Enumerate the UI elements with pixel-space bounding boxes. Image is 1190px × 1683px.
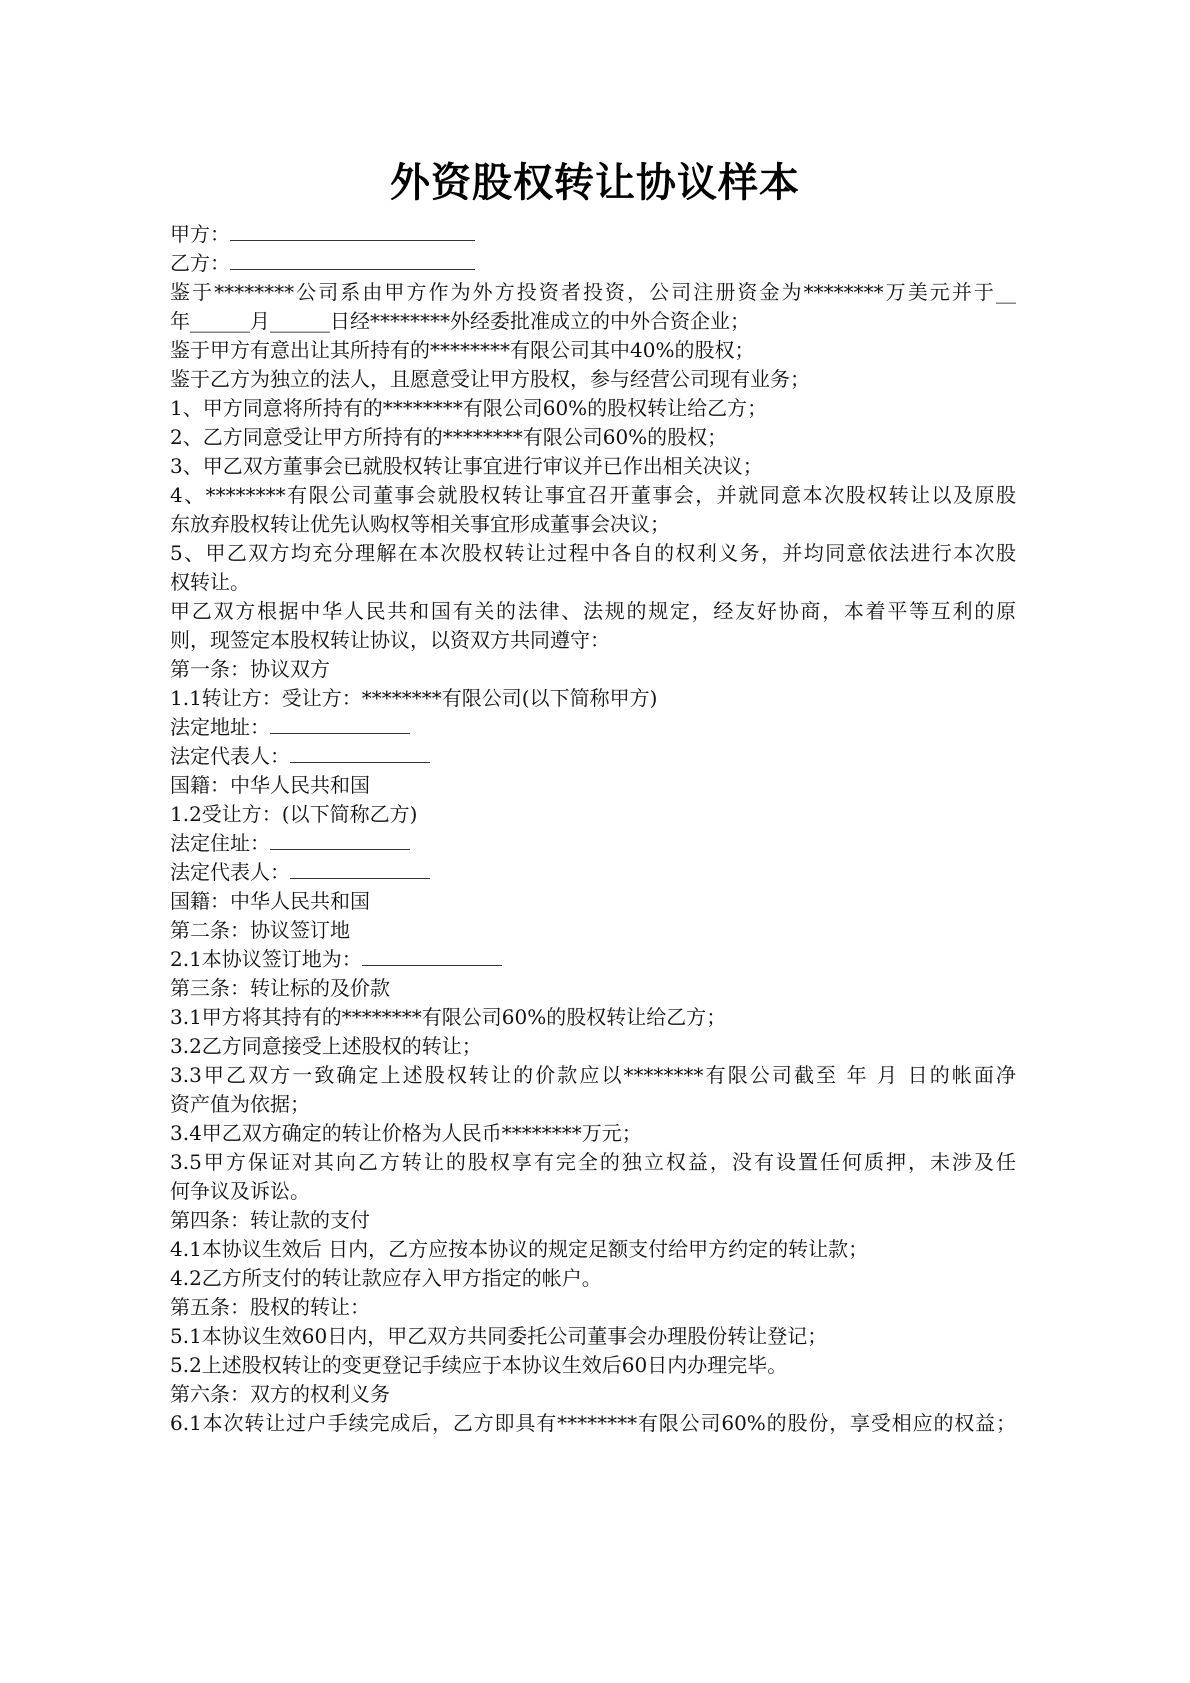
text-line <box>170 597 1016 626</box>
line-text: 何争议及诉讼。 <box>170 1179 310 1203</box>
text-line <box>170 1177 1016 1206</box>
fill-in-blank <box>270 831 410 850</box>
line-text: 1、甲方同意将所持有的********有限公司60%的股权转让给乙方； <box>170 396 768 420</box>
line-text: 3.3甲乙双方一致确定上述股权转让的价款应以********有限公司截至 年 月 日的帐面净 <box>170 1063 1016 1087</box>
line-text: 东放弃股权转让优先认购权等相关事宜形成董事会决议； <box>170 512 670 536</box>
text-line <box>170 1264 1016 1293</box>
text-line <box>170 945 1016 974</box>
text-line <box>170 829 1016 858</box>
line-text: 法定地址： <box>170 715 270 739</box>
text-line <box>170 771 1016 800</box>
text-line <box>170 510 1016 539</box>
text-line <box>170 1061 1016 1090</box>
line-text: 2、乙方同意受让甲方所持有的********有限公司60%的股权； <box>170 425 728 449</box>
line-text: 3.1甲方将其持有的********有限公司60%的股权转让给乙方； <box>170 1005 727 1029</box>
line-text: 4、********有限公司董事会就股权转让事宜召开董事会，并就同意本次股权转让以及原股 <box>170 483 1016 507</box>
text-line <box>170 307 1016 336</box>
text-line <box>170 974 1016 1003</box>
text-line <box>170 1090 1016 1119</box>
text-line <box>170 1206 1016 1235</box>
line-text: 3、甲乙双方董事会已就股权转让事宜进行审议并已作出相关决议； <box>170 454 763 478</box>
text-line <box>170 1119 1016 1148</box>
text-line <box>170 365 1016 394</box>
line-text: 乙方： <box>170 251 230 275</box>
line-text: 3.2乙方同意接受上述股权的转让； <box>170 1034 482 1058</box>
text-line <box>170 742 1016 771</box>
text-line <box>170 452 1016 481</box>
line-text: 4.2乙方所支付的转让款应存入甲方指定的帐户。 <box>170 1266 602 1290</box>
line-text: 4.1本协议生效后 日内，乙方应按本协议的规定足额支付给甲方约定的转让款； <box>170 1237 869 1261</box>
text-line <box>170 249 1016 278</box>
document-title: 外资股权转让协议样本 <box>390 159 800 206</box>
text-line <box>170 481 1016 510</box>
line-text: 3.5甲方保证对其向乙方转让的股权享有完全的独立权益，没有设置任何质押，未涉及任 <box>170 1150 1016 1174</box>
line-text: 法定代表人： <box>170 744 290 768</box>
line-text: 法定住址： <box>170 831 270 855</box>
text-line <box>170 1351 1016 1380</box>
line-text: 资产值为依据； <box>170 1092 310 1116</box>
document-body <box>170 220 1016 1438</box>
line-text: 1.2受让方：(以下简称乙方) <box>170 802 418 826</box>
line-text: 第四条：转让款的支付 <box>170 1208 370 1232</box>
line-text: 第五条：股权的转让： <box>170 1295 370 1319</box>
fill-in-blank <box>230 251 475 270</box>
text-line <box>170 394 1016 423</box>
line-text: 5、甲乙双方均充分理解在本次股权转让过程中各自的权利义务，并均同意依法进行本次股 <box>170 541 1016 565</box>
text-line <box>170 539 1016 568</box>
fill-in-blank <box>290 860 430 879</box>
line-text: 第三条：转让标的及价款 <box>170 976 390 1000</box>
text-line <box>170 713 1016 742</box>
text-line <box>170 1409 1016 1438</box>
text-line <box>170 423 1016 452</box>
text-line <box>170 1032 1016 1061</box>
text-line <box>170 336 1016 365</box>
text-line <box>170 1235 1016 1264</box>
line-text: 3.4甲乙双方确定的转让价格为人民币********万元； <box>170 1121 642 1145</box>
text-line <box>170 626 1016 655</box>
line-text: 法定代表人： <box>170 860 290 884</box>
line-text: 6.1本次转让过户手续完成后，乙方即具有********有限公司60%的股份，享受相应的权益； <box>170 1411 1016 1435</box>
text-line <box>170 800 1016 829</box>
line-text: 国籍：中华人民共和国 <box>170 889 370 913</box>
line-text: 第一条：协议双方 <box>170 657 330 681</box>
text-line <box>170 1148 1016 1177</box>
line-text: 国籍：中华人民共和国 <box>170 773 370 797</box>
line-text: 甲方： <box>170 222 230 246</box>
line-text: 1.1转让方：受让方：********有限公司(以下简称甲方) <box>170 686 658 710</box>
text-line <box>170 278 1016 307</box>
text-line <box>170 858 1016 887</box>
text-line <box>170 568 1016 597</box>
text-line <box>170 1293 1016 1322</box>
line-text: 权转让。 <box>170 570 250 594</box>
text-line <box>170 1380 1016 1409</box>
fill-in-blank <box>362 947 502 966</box>
text-line <box>170 1322 1016 1351</box>
text-line <box>170 916 1016 945</box>
text-line <box>170 655 1016 684</box>
line-text: 甲乙双方根据中华人民共和国有关的法律、法规的规定，经友好协商，本着平等互利的原 <box>170 599 1016 623</box>
line-text: 2.1本协议签订地为： <box>170 947 362 971</box>
line-text: 鉴于********公司系由甲方作为外方投资者投资，公司注册资金为********万美元并于__ <box>170 280 1016 304</box>
line-text: 5.2上述股权转让的变更登记手续应于本协议生效后60日内办理完毕。 <box>170 1353 788 1377</box>
text-line <box>170 887 1016 916</box>
line-text: 则，现签定本股权转让协议，以资双方共同遵守： <box>170 628 610 652</box>
line-text: 年______月______日经********外经委批准成立的中外合资企业； <box>170 309 750 333</box>
line-text: 第二条：协议签订地 <box>170 918 350 942</box>
fill-in-blank <box>290 744 430 763</box>
line-text: 第六条：双方的权利义务 <box>170 1382 390 1406</box>
text-line <box>170 1003 1016 1032</box>
text-line <box>170 684 1016 713</box>
line-text: 5.1本协议生效60日内，甲乙双方共同委托公司董事会办理股份转让登记； <box>170 1324 828 1348</box>
line-text: 鉴于乙方为独立的法人，且愿意受让甲方股权，参与经营公司现有业务； <box>170 367 810 391</box>
line-text: 鉴于甲方有意出让其所持有的********有限公司其中40%的股权； <box>170 338 755 362</box>
fill-in-blank <box>230 222 475 241</box>
text-line <box>170 220 1016 249</box>
fill-in-blank <box>270 715 410 734</box>
